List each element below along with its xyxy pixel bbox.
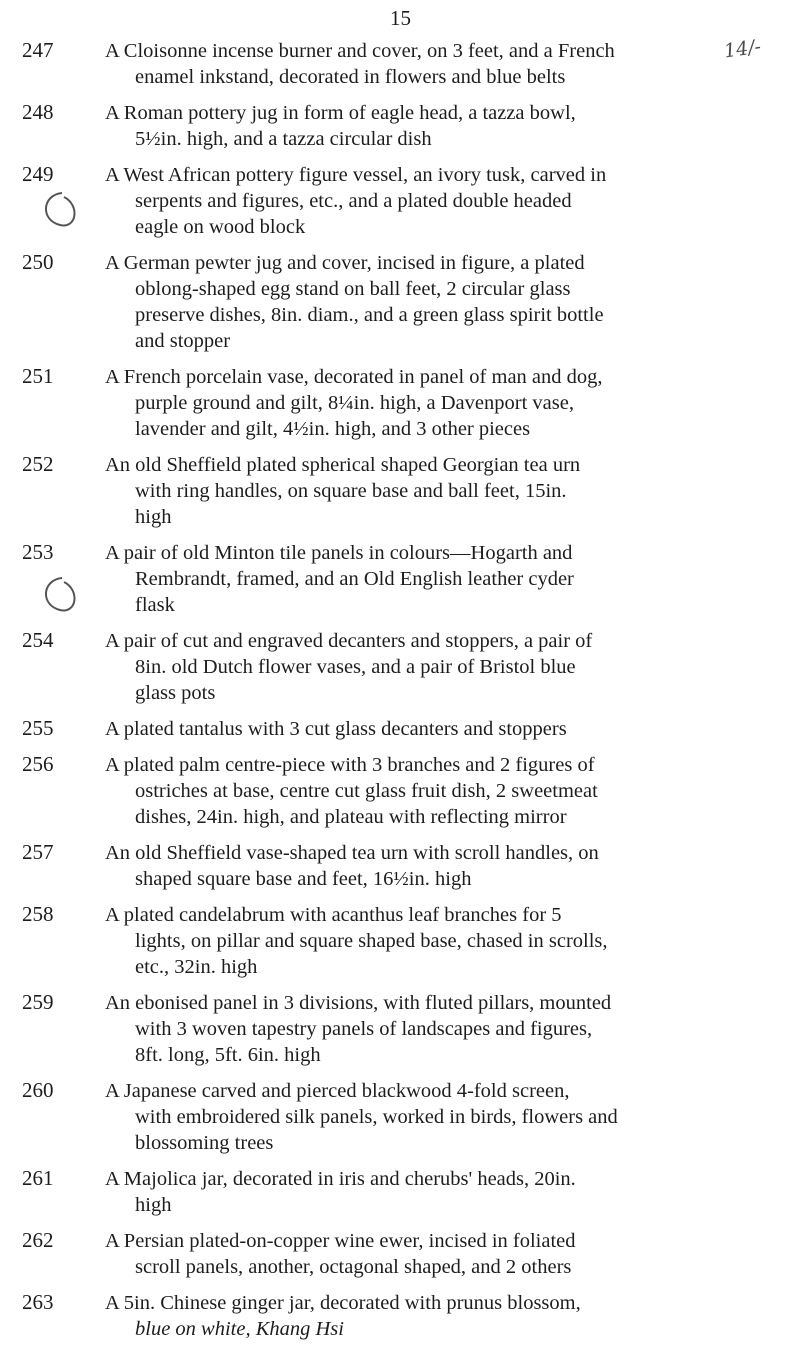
lot-description-line: scroll panels, another, octagonal shaped, and 2 others (135, 1256, 572, 1278)
lot-description-line: flask (135, 594, 175, 616)
lot-description (105, 162, 725, 240)
lot-description-line: An ebonised panel in 3 divisions, with fluted pillars, mounted (105, 992, 612, 1014)
lot-description-line: A West African pottery figure vessel, an ivory tusk, carved in (105, 164, 607, 186)
lot-description-line: A Persian plated-on-copper wine ewer, incised in foliated (105, 1230, 576, 1252)
lot-entry (0, 1290, 801, 1342)
lot-entry (0, 628, 801, 706)
lot-description-line: with 3 woven tapestry panels of landscapes and figures, (135, 1018, 593, 1040)
page-number: 15 (390, 6, 411, 30)
lot-number: 260 (22, 1078, 54, 1102)
lot-description-line: high (135, 1194, 172, 1216)
lot-description-line: dishes, 24in. high, and plateau with reflecting mirror (135, 806, 567, 828)
lot-description-line: A 5in. Chinese ginger jar, decorated with prunus blossom, (105, 1292, 581, 1314)
lot-number: 255 (22, 716, 54, 740)
lot-description-line: A German pewter jug and cover, incised in figure, a plated (105, 252, 585, 274)
lot-description-line: 8ft. long, 5ft. 6in. high (135, 1044, 321, 1066)
lot-description-line: and stopper (135, 330, 231, 352)
lot-number: 251 (22, 364, 54, 388)
pencil-bracket-mark (2, 185, 102, 255)
lot-number: 257 (22, 840, 54, 864)
lot-description-line: A pair of old Minton tile panels in colours—Hogarth and (105, 542, 573, 564)
lot-number: 254 (22, 628, 54, 652)
lot-number: 253 (22, 540, 54, 564)
lot-entry (0, 1228, 801, 1280)
lot-number: 248 (22, 100, 54, 124)
lot-entry (0, 990, 801, 1068)
lot-description-line: An old Sheffield vase-shaped tea urn with scroll handles, on (105, 842, 599, 864)
lot-description-line: A plated candelabrum with acanthus leaf branches for 5 (105, 904, 562, 926)
lot-entry (0, 364, 801, 442)
lot-number: 250 (22, 250, 54, 274)
lot-number: 247 (22, 38, 54, 62)
lot-entry (0, 35, 801, 90)
lot-description (105, 540, 725, 618)
lot-description-line: 8in. old Dutch flower vases, and a pair of Bristol blue (135, 656, 576, 678)
lot-entry (0, 752, 801, 830)
lot-description-line: A pair of cut and engraved decanters and stoppers, a pair of (105, 630, 593, 652)
lot-list (0, 35, 801, 1352)
handwritten-price-note: 14/- (722, 35, 763, 63)
lot-description-line: 5½in. high, and a tazza circular dish (135, 128, 432, 150)
lot-description-line: blue on white, Khang Hsi (135, 1318, 344, 1340)
lot-description-line: with embroidered silk panels, worked in birds, flowers and (135, 1106, 618, 1128)
lot-description (105, 990, 725, 1068)
lot-description-line: enamel inkstand, decorated in flowers and blue belts (135, 66, 566, 88)
lot-number: 258 (22, 902, 54, 926)
lot-description-line: shaped square base and feet, 16½in. high (135, 868, 472, 890)
lot-description (105, 628, 725, 706)
lot-description-line: lavender and gilt, 4½in. high, and 3 other pieces (135, 418, 531, 440)
lot-description-line: high (135, 506, 172, 528)
lot-number: 256 (22, 752, 54, 776)
lot-description (105, 1290, 725, 1342)
lot-description-line: Rembrandt, framed, and an Old English leather cyder (135, 568, 574, 590)
lot-description-line: preserve dishes, 8in. diam., and a green glass spirit bottle (135, 304, 604, 326)
lot-description (105, 250, 725, 354)
lot-description-line: oblong-shaped egg stand on ball feet, 2 circular glass (135, 278, 571, 300)
lot-description-line: A Majolica jar, decorated in iris and cherubs' heads, 20in. (105, 1168, 576, 1190)
lot-description-line: etc., 32in. high (135, 956, 258, 978)
lot-description-line: serpents and figures, etc., and a plated double headed (135, 190, 572, 212)
lot-number: 252 (22, 452, 54, 476)
lot-description-line: lights, on pillar and square shaped base, chased in scrolls, (135, 930, 608, 952)
lot-description-line: A plated palm centre-piece with 3 branches and 2 figures of (105, 754, 595, 776)
lot-description-line: blossoming trees (135, 1132, 274, 1154)
lot-description-line: A Roman pottery jug in form of eagle head, a tazza bowl, (105, 102, 576, 124)
lot-entry (0, 452, 801, 530)
lot-description-line: A Japanese carved and pierced blackwood 4-fold screen, (105, 1080, 570, 1102)
pencil-bracket-mark (2, 570, 102, 640)
lot-number: 249 (22, 162, 54, 186)
lot-entry (0, 1078, 801, 1156)
lot-description-line: with ring handles, on square base and ball feet, 15in. (135, 480, 567, 502)
lot-description (105, 902, 725, 980)
lot-description (105, 840, 725, 892)
lot-number: 262 (22, 1228, 54, 1252)
lot-description (105, 38, 725, 90)
lot-entry (0, 540, 801, 618)
lot-entry (0, 840, 801, 892)
lot-entry (0, 1166, 801, 1218)
lot-entry (0, 162, 801, 240)
lot-description (105, 1228, 725, 1280)
lot-description (105, 100, 725, 152)
lot-description-line: purple ground and gilt, 8¼in. high, a Davenport vase, (135, 392, 574, 414)
lot-description-line: glass pots (135, 682, 216, 704)
lot-description-line: A French porcelain vase, decorated in panel of man and dog, (105, 366, 603, 388)
lot-number: 259 (22, 990, 54, 1014)
lot-description-line: eagle on wood block (135, 216, 306, 238)
lot-number: 263 (22, 1290, 54, 1314)
lot-entry (0, 902, 801, 980)
lot-description (105, 752, 725, 830)
lot-entry (0, 100, 801, 152)
lot-description (105, 452, 725, 530)
lot-description-line: A Cloisonne incense burner and cover, on 3 feet, and a French (105, 40, 615, 62)
lot-description (105, 364, 725, 442)
lot-number: 261 (22, 1166, 54, 1190)
lot-description-line: An old Sheffield plated spherical shaped Georgian tea urn (105, 454, 581, 476)
lot-description (105, 716, 725, 742)
lot-entry (0, 716, 801, 742)
lot-description-line: ostriches at base, centre cut glass fruit dish, 2 sweetmeat (135, 780, 598, 802)
lot-description (105, 1078, 725, 1156)
lot-entry (0, 250, 801, 354)
lot-description-line: A plated tantalus with 3 cut glass decanters and stoppers (105, 718, 567, 740)
lot-description (105, 1166, 725, 1218)
